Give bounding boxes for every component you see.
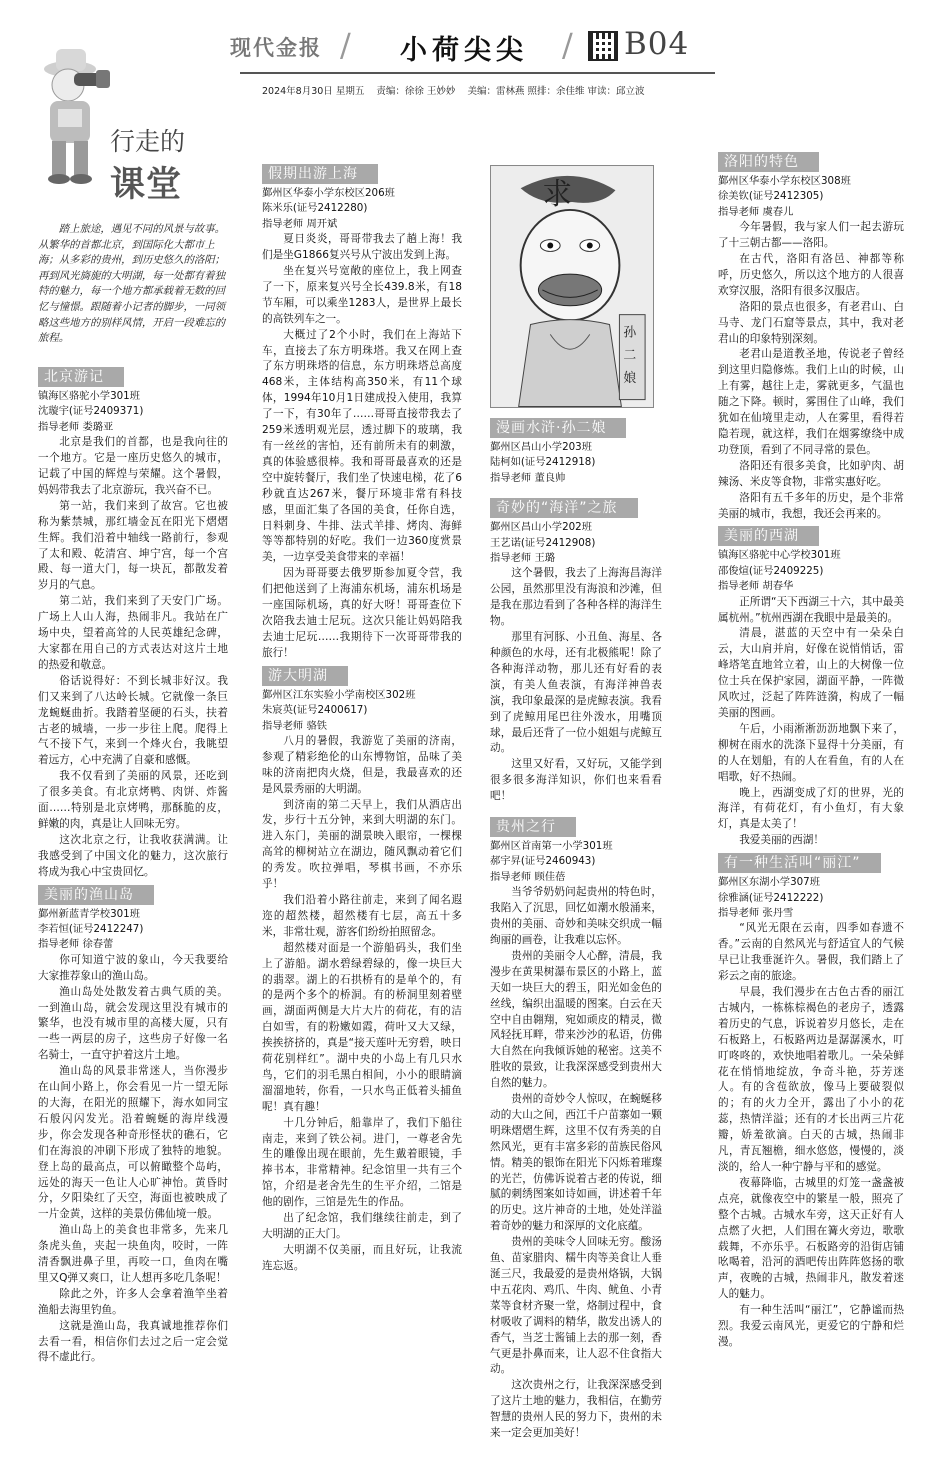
article-author: 邵俊煊(证号2409225) [718, 564, 824, 577]
paragraph: 这次北京之行，让我收获满满。让我感受到了中国文化的魅力，这次旅行将成为我心中宝贵回忆。 [38, 833, 228, 878]
article-author: 郝宇昇(证号2460943) [490, 855, 596, 868]
article-teacher: 指导老师 虞春儿 [718, 205, 794, 218]
paragraph: 大明湖不仅美丽，而且好玩，让我流连忘返。 [262, 1243, 462, 1272]
paragraph: 因为哥哥要去俄罗斯参加夏令营，我们把他送到了上海浦东机场，浦东机场是一座国际机场，真的好大呀！哥哥查位下次陪我去迪士尼玩。这次只能让妈妈陪我去迪士尼玩……我期待下一次哥哥带我的旅行！ [262, 567, 462, 659]
paragraph: 大概过了2个小时，我们在上海站下车，直接去了东方明珠塔。我又在网上查了东方明珠塔的信息，东方明珠塔总高度468米，主体结构高350米，有11个球体，1994年10月1日建成投入使用，我算了一下，有30年了……哥哥直接带我去了259米透明观光层，透过脚下的玻璃，我有一丝丝的害怕，还有前所未有的刺激，真的体验感很棒。我和哥哥最喜欢的还是空中旋转餐厅，我们坐了快速电梯，花了6秒就直达267米，餐厅环境非常有科技感，里面汇集了各国的美食，任你自选，日料刺身、牛排、法式羊排、烤肉、海鲜等等都特别的好吃。我们一边360度赏景美，一边享受美食带来的幸福！ [262, 328, 462, 564]
feature-intro: 踏上旅途，遇见不同的风景与故事。从繁华的首都北京，到国际化大都市上海；从多彩的贵州，到历史悠久的洛阳；再到风光旖旎的大明湖，每一处都有着独特的魅力，每一个地方都承载着无数的回忆与憧憬。跟随着小记者的脚步，一同领略这些地方的别样风情，开启一段难忘的旅程。 [38, 223, 226, 345]
paragraph: 洛阳的景点也很多，有老君山、白马寺、龙门石窟等景点，其中，我对老君山的印象特别深刻。 [718, 300, 904, 345]
article-west-lake [718, 522, 904, 849]
divider-slash: / [340, 26, 351, 64]
paragraph: 第二站，我们来到了天安门广场。广场上人山人海，热闹非凡。我站在广场中央，望着高耸的人民英雄纪念碑，大家都在用自己的方式表达对这片土地的热爱和敬意。 [38, 595, 228, 671]
paragraph: 当爷爷奶奶问起贵州的特色时，我陷入了沉思，回忆如潮水般涌来，贵州的美丽、奇妙和美味交织成一幅绚丽的画卷，让我难以忘怀。 [490, 886, 662, 946]
paragraph: 夜幕降临，古城里的灯笼一盏盏被点亮，就像夜空中的繁星一般，照亮了整个古城。古城水车旁，这天正好有人点燃了火把，人们围在篝火旁边，歌歌载舞，不亦乐乎。石板路旁的沿街店铺吆喝着，沿河的酒吧传出阵阵悠扬的歌声，夜晚的古城，热闹非凡，散发着迷人的魅力。 [718, 1176, 904, 1301]
paragraph: 这里又好看，又好玩，又能学到很多很多海洋知识，你们也来看看吧！ [490, 758, 662, 803]
sun-erniang-comic-drawing [490, 165, 654, 408]
article-author: 朱宸英(证号2400617) [262, 704, 368, 717]
article-author: 徐雅涵(证号2412222) [718, 891, 824, 904]
paragraph: 出了纪念馆，我们继续往前走，到了大明湖的正大门。 [262, 1212, 462, 1240]
article-school: 镇海区骆驼小学301班 [38, 390, 141, 402]
article-teacher: 指导老师 胡春华 [718, 580, 794, 593]
layout-credit: 美编：雷林燕 照排：余佳维 审读：邱立波 [467, 86, 645, 97]
article-yushan-island [38, 881, 228, 1367]
paragraph: 晚上，西湖变成了灯的世界，光的海洋，有荷花灯，有小鱼灯，有大象灯，真是太美了！ [718, 786, 904, 831]
paragraph: 除此之外，许多人会拿着渔竿坐着渔船去海里钓鱼。 [38, 1287, 228, 1316]
paragraph: 超然楼对面是一个游船码头，我们坐上了游船。湖水碧绿碧绿的，像一块巨大的翡翠。湖上的石拱桥有的是单个的，有的是两个多个的桥洞。有的桥洞里刻着壁画，湖面两侧是大片大片的荷花，有的洁白如雪，有的粉嫩如霞，荷叶又大又绿，挨挨挤挤的，真是“接天莲叶无穷碧，映日荷花别样红”。湖中央的小岛上有几只水鸟，它们的羽毛黑白相间，小小的眼睛滴溜溜地转，你看，一只水鸟正低着头捕鱼呢！真有趣！ [262, 941, 462, 1113]
svg-text:孙: 孙 [623, 325, 637, 341]
paragraph: 今年暑假，我与家人们一起去游玩了十三朝古都——洛阳。 [718, 221, 904, 250]
paragraph: 渔山岛处处散发着古典气质的美。一到渔山岛，就会发现这里没有城市的繁华，也没有城市里的高楼大厦，只有一些一两层的房子，这些房子好像一名名骑士，一直守护着这片土地。 [38, 985, 228, 1062]
page-number: B04 [624, 26, 690, 62]
svg-text:娘: 娘 [623, 370, 637, 386]
divider-slash: / [562, 26, 573, 64]
article-author: 徐美钦(证号2412305) [718, 190, 824, 203]
paragraph: 北京是我们的首都，也是我向往的一个地方。它是一座历史悠久的城市，记载了中国的辉煌与荣耀。这个暑假，妈妈带我去了北京游玩，我兴奋不已。 [38, 436, 228, 496]
article-author: 陈米乐(证号2412280) [262, 202, 368, 215]
article-author: 沈璇宇(证号2409371) [38, 405, 144, 418]
article-teacher: 指导老师 徐春蕾 [38, 938, 114, 951]
paragraph: 贵州的奇妙令人惊叹，在蜿蜒移动的大山之间，西江千户苗寨如一颗明珠熠熠生辉，这里不仅有秀美的自然风光，更有丰富多彩的苗族民俗风情。精美的银饰在阳光下闪烁着璀璨的光芒，仿佛诉说着古老的传说，细腻的刺绣图案如诗如画，讲述着千年的历史。这片神奇的土地，处处洋溢着奇妙的魅力和深厚的文化底蕴。 [490, 1093, 662, 1233]
paragraph: 你可知道宁波的象山，今天我要给大家推荐象山的渔山岛。 [38, 953, 228, 982]
paragraph: 这就是渔山岛，我真诚地推荐你们去看一看，相信你们去过之后一定会觉得不虚此行。 [38, 1319, 228, 1364]
article-school: 鄞州区华泰小学东校区206班 [262, 187, 395, 199]
column-3 [490, 414, 662, 1442]
paragraph: 清晨，湛蓝的天空中有一朵朵白云，大山肩并肩，好像在说悄悄话，雷峰塔笔直地耸立着，山上的大树像一位位士兵在保护家园，湖面平静，一阵微风吹过，泛起了阵阵涟漪，构成了一幅美丽的图画。 [718, 627, 904, 719]
paragraph: “风光无限在云南，四季如春遗不香。”云南的自然风光与舒适宜人的气候早已让我垂涎许久。暑假，我们踏上了彩云之南的旅途。 [718, 922, 904, 983]
paragraph: 这次贵州之行，让我深深感受到了这片土地的魅力，我相信，在勤劳智慧的贵州人民的努力下，贵州的未来一定会更加美好！ [490, 1379, 662, 1440]
masthead [200, 22, 720, 78]
article-title: 游大明湖 [262, 666, 348, 686]
paragraph: 早晨，我们漫步在古色古香的丽江古城内，一栋栋棕褐色的老房子，透露着历史的气息，诉说着岁月悠长，走在石板路上，石板路两边是潺潺溪水，叮叮咚咚的，欢快地唱着歌儿。一朵朵鲜花在悄悄地绽放，争奇斗艳，芬芳迷人。有的含苞欲放，像马上要破裂似的；有的火力全开，露出了小小的花蕊，热情洋溢；还有的才长出两三片花瓣，娇羞欲滴。白天的古城，热闹非凡，青瓦翘檐，细水悠悠，慢慢的，淡淡的，给人一种宁静与平和的感觉。 [718, 986, 904, 1173]
dateline [262, 83, 653, 97]
paragraph: 正所谓“天下西湖三十六，其中最美属杭州。”杭州西湖在我眼中是最美的。 [718, 595, 904, 624]
paragraph: 老君山是道教圣地，传说老子曾经到这里归隐修炼。我们上山的时候，山上有雾，越往上走，雾就更多，气温也随之下降。顿时，雾围住了山峰，我们犹如在仙境里走动，人在雾里，看得若隐若现，就这样，我们在烟雾缭绕中成功登顶，看到了不同寻常的景色。 [718, 348, 904, 456]
article-teacher: 指导老师 骆铁 [262, 719, 328, 732]
article-author: 李若恒(证号2412247) [38, 923, 144, 935]
paragraph: 洛阳有五千多年的历史，是个非常美丽的城市，我想，我还会再来的。 [718, 491, 904, 520]
article-guizhou [490, 813, 662, 1442]
article-beijing [38, 363, 228, 881]
article-title: 贵州之行 [490, 817, 576, 837]
article-teacher: 指导老师 顾佳蓓 [490, 870, 566, 883]
article-teacher: 指导老师 董良帅 [490, 471, 566, 484]
article-ocean-trip [490, 494, 662, 805]
qr-code-icon[interactable] [588, 31, 618, 61]
article-school: 鄞州区昌山小学203班 [490, 441, 593, 453]
article-daming-lake [262, 662, 462, 1275]
paragraph: 有一种生活叫“丽江”，它静谧而热烈。我爱云南风光，更爱它的宁静和烂漫。 [718, 1304, 904, 1348]
child-with-binoculars-illustration [30, 35, 116, 195]
paragraph: 夏日炎炎，哥哥带我去了趟上海！我们是坐G1866复兴号从宁波出发到上海。 [262, 233, 462, 262]
paragraph: 那里有河豚、小丑鱼、海星、各种颜色的水母，还有北极熊呢！除了各种海洋动物，那儿还有好看的表演，有美人鱼表演，有海洋神兽表演，我印象最深的是虎鲸表演。我看到了虎鲸用尾巴往外泼水，用嘴顶球，最后还背了一位小姐姐与虎鲸互动。 [490, 631, 662, 755]
article-school: 鄞州区昌山小学202班 [490, 521, 593, 534]
article-title: 假期出游上海 [262, 164, 378, 184]
article-school: 鄞州区华泰小学东校区308班 [718, 175, 851, 187]
paragraph: 午后，小雨淅淅沥沥地飘下来了，柳树在雨水的洗涤下显得十分美丽，有的人在划船，有的人在看鱼，有的人在唱歌，好不热闹。 [718, 722, 904, 783]
article-school: 镇海区骆驼中心学校301班 [718, 549, 841, 562]
feature-title-line2: 课堂 [110, 164, 183, 205]
article-author: 陆柯如(证号2412918) [490, 456, 596, 469]
paragraph: 十几分钟后，船靠岸了，我们下船往南走，来到了铁公祠。进门，一尊老舍先生的雕像出现在眼前，先生戴着眼镜，手捧书本，非常精神。纪念馆里一共有三个馆，介绍是老舍先生的生平介绍，二馆是他的剧作，三馆是先生的作品。 [262, 1116, 462, 1209]
paragraph: 洛阳还有很多美食，比如驴肉、胡辣汤、米皮等食物，非常实惠好吃。 [718, 459, 904, 488]
article-school: 鄞州区东湖小学307班 [718, 876, 821, 889]
column-1 [38, 363, 228, 1366]
svg-text:二: 二 [623, 348, 637, 364]
article-title: 美丽的西湖 [718, 526, 819, 546]
article-teacher: 指导老师 张丹雪 [718, 906, 794, 919]
article-title: 洛阳的特色 [718, 152, 819, 172]
newspaper-name: 现代金报 [230, 35, 322, 60]
feature-title-line1: 行走的 [110, 127, 186, 156]
article-school: 鄞州新蓝青学校301班 [38, 907, 141, 920]
paragraph: 这个暑假，我去了上海海昌海洋公园，虽然那里没有海浪和沙滩，但是我在那边看到了各种各样的海洋生物。 [490, 567, 662, 628]
section-title: 小荷尖尖 [400, 35, 528, 66]
article-teacher: 指导老师 王璐 [490, 552, 556, 565]
issue-date: 2024年8月30日 星期五 [262, 86, 365, 97]
svg-text:求: 求 [542, 176, 572, 212]
article-school: 鄞州区首南第一小学301班 [490, 840, 613, 853]
article-author: 王艺诺(证号2412908) [490, 536, 596, 549]
article-teacher: 指导老师 娄璐亚 [38, 420, 114, 433]
paragraph: 贵州的美丽令人心醉，清晨，我漫步在黄果树瀑布景区的小路上，蓝天如一块巨大的碧玉，阳光如金色的丝线，编织出温暖的图案。白云在天空中自由翱翔，宛如顽皮的精灵，微风轻抚耳畔，带来沙沙的私语，仿佛大自然在向我倾诉她的秘密。这美不胜收的景致，让我深深感受到贵州大自然的魅力。 [490, 949, 662, 1090]
paragraph: 贵州的美味令人回味无穷。酸汤鱼、苗家腊肉、糯牛肉等美食让人垂涎三尺，我最爱的是贵州烙锅，大锅中五花肉、鸡爪、牛肉、鱿鱼、小青菜等食材齐聚一堂，烙制过程中，食材吸收了调料的精华，散发出诱人的香气，当芝士酱铺上去的那一刻，香气更是扑鼻而来，让人忍不住食指大动。 [490, 1236, 662, 1376]
paragraph: 坐在复兴号宽敞的座位上，我上网查了一下，原来复兴号全长439.8米，有18节车厢，可以乘坐1283人，是世界上最长的高铁列车之一。 [262, 265, 462, 325]
paragraph: 渔山岛的风景非常迷人，当你漫步在山间小路上，你会看见一片一望无际的大海，在阳光的照耀下，海水如同宝石般闪闪发光。沿着蜿蜒的海岸线漫步，你会发现各种奇形怪状的礁石，它们在海浪的冲刷下形成了独特的地貌。登上岛的最高点，可以俯瞰整个岛屿，远处的海天一色让人心旷神怡。黄昏时分，夕阳染红了天空，海面也被映成了一片金黄，这样的美景仿佛仙境一般。 [38, 1065, 228, 1221]
article-lijiang [718, 849, 904, 1351]
column-4 [718, 148, 904, 1351]
editors-credit: 责编：徐徐 王妙妙 [376, 86, 456, 97]
article-title: 有一种生活叫“丽江” [718, 853, 881, 873]
paragraph: 我爱美丽的西湖！ [739, 834, 824, 847]
paragraph: 在古代，洛阳有洛邑、神都等称呼，历史悠久，所以这个地方的人很喜欢穿汉服，洛阳有很多汉服店。 [718, 253, 904, 297]
masthead-rule [240, 72, 715, 74]
article-comic-caption [490, 414, 662, 486]
article-teacher: 指导老师 周开斌 [262, 217, 338, 230]
paragraph: 渔山岛上的美食也非常多，先来几条虎头鱼，夹起一块鱼肉，咬时，一阵清香飘进鼻子里，再咬一口，鱼肉在嘴里又Q弹又爽口，让人想再多吃几条呢！ [38, 1224, 228, 1284]
paragraph: 我们沿着小路往前走，来到了闻名遐迩的超然楼，超然楼有七层，高五十多米，非常壮观，游客们纷纷拍照留念。 [262, 893, 462, 938]
paragraph: 第一站，我们来到了故宫。它也被称为紫禁城，那红墙金瓦在阳光下熠熠生辉。我们沿着中轴线一路前行，参观了太和殿、乾清宫、坤宁宫，每一个宫殿、每一道大门，每一块瓦，都散发着岁月的气息。 [38, 499, 228, 592]
paragraph: 俗话说得好：不到长城非好汉。我们又来到了八达岭长城。它就像一条巨龙蜿蜒曲折。我踏着坚硬的石头，扶着古老的城墙，一步一步往上爬。爬得上气不接下气，来到一个烽火台，我眺望着远方，心中充满了自豪和感慨。 [38, 674, 228, 767]
article-title: 北京游记 [38, 367, 124, 387]
article-luoyang [718, 148, 904, 522]
article-title: 美丽的渔山岛 [38, 885, 154, 905]
paragraph: 到济南的第二天早上，我们从酒店出发，步行十五分钟，来到大明湖的东门。进入东门，美丽的湖景映入眼帘，一棵棵高耸的柳树站立在湖边，随风飘动着它们的秀发。吹拉弹唱，琴棋书画，不亦乐乎！ [262, 798, 462, 891]
article-title: 漫画水浒·孙二娘 [490, 418, 626, 438]
article-school: 鄞州区江东实验小学南校区302班 [262, 688, 416, 701]
article-title: 奇妙的“海洋”之旅 [490, 498, 638, 518]
paragraph: 八月的暑假，我游览了美丽的济南，参观了精彩绝伦的山东博物馆，品味了美味的济南把肉火烧，但是，我最喜欢的还是风景秀丽的大明湖。 [262, 734, 462, 795]
column-2 [262, 160, 462, 1275]
article-shanghai [262, 160, 462, 662]
paragraph: 我不仅看到了美丽的风景，还吃到了很多美食。有北京烤鸭、肉饼、炸酱面……特别是北京烤鸭，那酥脆的皮，鲜嫩的肉，真是让人回味无穷。 [38, 770, 228, 830]
